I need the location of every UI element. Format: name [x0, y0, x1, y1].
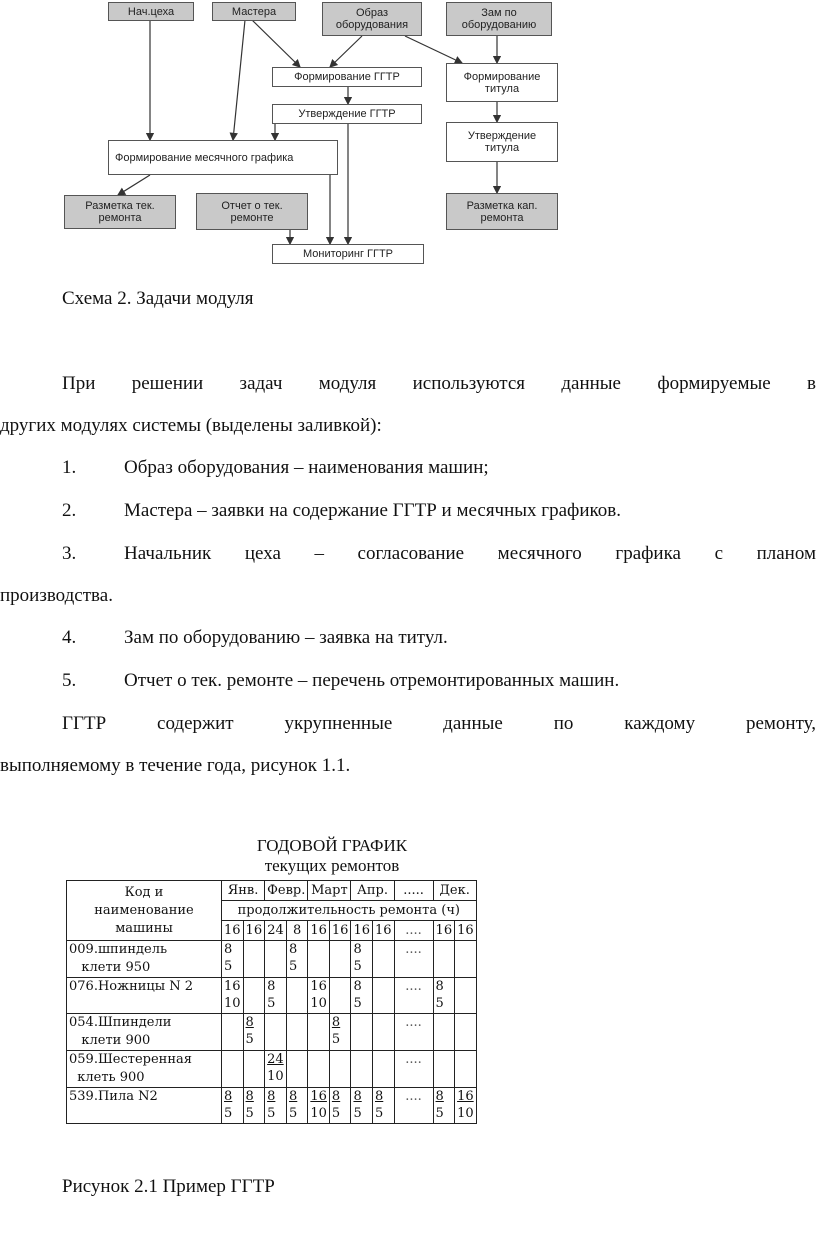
header-code-name: Код и наименование машины — [67, 881, 222, 941]
repair-fraction — [436, 978, 444, 1012]
node-form-mes-grafika: Формирование месячного графика — [108, 140, 338, 175]
list-item-text: Зам по оборудованию – заявка на титул. — [124, 627, 448, 648]
table-cell — [433, 1051, 455, 1088]
repair-fraction — [375, 1088, 383, 1122]
node-razmetka-tek: Разметка тек. ремонта — [64, 195, 176, 229]
table-cell — [243, 1014, 265, 1051]
repair-fraction — [436, 1088, 444, 1122]
header-month: Дек. — [433, 881, 476, 901]
figure-caption: Рисунок 2.1 Пример ГГТР — [62, 1176, 275, 1197]
node-nach-ceha: Нач.цеха — [108, 2, 194, 21]
table-row — [67, 978, 477, 1014]
header-hours: 8 — [287, 921, 308, 941]
header-hours: 16 — [243, 921, 265, 941]
repair-fraction — [246, 1014, 254, 1048]
header-month: Февр. — [265, 881, 308, 901]
table-cell — [455, 941, 477, 978]
repair-fraction — [224, 978, 241, 1012]
machine-name: 054.Шпиндели клети 900 — [67, 1014, 222, 1051]
fraction-top: 8 — [289, 1089, 298, 1104]
machine-name: 539.Пила N2 — [67, 1088, 222, 1124]
table-cell — [265, 1051, 287, 1088]
table-cell — [329, 1088, 351, 1124]
fraction-top: 8 — [245, 1089, 254, 1104]
table-cell — [265, 1014, 287, 1051]
repair-fraction — [332, 1014, 340, 1048]
table-cell — [222, 1088, 244, 1124]
table-cell — [308, 1014, 330, 1051]
node-form-ggtr: Формирование ГГТР — [272, 67, 422, 87]
list-item-number: 1. — [62, 457, 77, 478]
table-cell — [287, 1051, 308, 1088]
machine-name: 009.шпиндель клети 950 — [67, 941, 222, 978]
header-hours: 16 — [455, 921, 477, 941]
node-utv-ggtr: Утверждение ГГТР — [272, 104, 422, 124]
table-cell: .... — [394, 978, 433, 1014]
table-cell — [433, 941, 455, 978]
repair-fraction — [267, 978, 275, 1012]
table-cell — [287, 1088, 308, 1124]
table-cell — [373, 941, 395, 978]
fraction-top: 16 — [457, 1089, 474, 1104]
annual-repair-schedule-table — [66, 880, 477, 1124]
fraction-top: 8 — [289, 942, 298, 957]
table-cell — [243, 941, 265, 978]
repair-fraction — [267, 1051, 284, 1085]
header-hours: .... — [394, 921, 433, 941]
fraction-top: 8 — [224, 1089, 233, 1104]
table-cell — [351, 1051, 373, 1088]
table-cell — [433, 978, 455, 1014]
fraction-top: 8 — [353, 979, 362, 994]
fraction-bottom: 10 — [310, 996, 327, 1011]
fraction-top: 8 — [267, 1089, 276, 1104]
table-cell — [351, 1088, 373, 1124]
table-cell — [329, 978, 351, 1014]
fraction-top: 8 — [331, 1015, 341, 1030]
table-cell — [455, 978, 477, 1014]
fraction-bottom: 5 — [267, 1106, 276, 1121]
table-cell — [222, 978, 244, 1014]
header-duration: продолжительность ремонта (ч) — [222, 901, 477, 921]
list-item-text: Мастера – заявки на содержание ГГТР и месячных графиков. — [124, 500, 621, 521]
table-cell — [243, 1088, 265, 1124]
fraction-top: 8 — [224, 942, 233, 957]
node-obraz-oborudovaniya: Образ оборудования — [322, 2, 422, 36]
table-cell — [222, 1014, 244, 1051]
fraction-bottom: 10 — [267, 1069, 284, 1084]
edge-mastera-to-form-ggtr — [252, 20, 300, 67]
fraction-bottom: 5 — [435, 996, 444, 1011]
header-hours: 16 — [222, 921, 244, 941]
table-header-row — [67, 881, 477, 901]
table-cell — [351, 941, 373, 978]
table-cell — [329, 941, 351, 978]
table-cell — [373, 1051, 395, 1088]
header-month: Апр. — [351, 881, 394, 901]
machine-name: 076.Ножницы N 2 — [67, 978, 222, 1014]
fraction-top: 8 — [353, 942, 362, 957]
fraction-top: 16 — [310, 979, 327, 994]
table-cell — [329, 1051, 351, 1088]
table-cell — [433, 1014, 455, 1051]
repair-fraction — [353, 978, 361, 1012]
table-cell — [351, 1014, 373, 1051]
header-hours: 16 — [433, 921, 455, 941]
repair-fraction — [457, 1088, 474, 1122]
table-cell — [222, 1051, 244, 1088]
module-tasks-diagram — [0, 0, 816, 275]
fraction-top: 8 — [353, 1089, 362, 1104]
repair-fraction — [353, 941, 361, 975]
fraction-bottom: 10 — [310, 1106, 327, 1121]
table-cell — [287, 941, 308, 978]
fraction-bottom: 10 — [224, 996, 241, 1011]
machine-name: 059.Шестеренная клеть 900 — [67, 1051, 222, 1088]
table-cell — [265, 1088, 287, 1124]
fraction-bottom: 5 — [353, 996, 362, 1011]
node-mastera: Мастера — [212, 2, 296, 21]
header-hours: 16 — [308, 921, 330, 941]
repair-fraction — [310, 978, 327, 1012]
fraction-bottom: 5 — [331, 1032, 341, 1047]
table-cell — [243, 978, 265, 1014]
edge-mastera-to-form-mes — [233, 20, 245, 140]
fraction-bottom: 5 — [375, 1106, 384, 1121]
fraction-bottom: 5 — [353, 959, 362, 974]
table-cell — [222, 941, 244, 978]
fraction-bottom: 10 — [457, 1106, 474, 1121]
list-item-number: 5. — [62, 670, 77, 691]
paragraph-2-line-2: выполняемому в течение года, рисунок 1.1. — [0, 755, 351, 776]
diagram-connectors — [0, 0, 816, 275]
list-item-4 — [62, 624, 448, 652]
list-item-2 — [62, 497, 621, 525]
list-item-3 — [62, 540, 816, 568]
table-cell — [287, 978, 308, 1014]
node-zam-po-oborudovaniyu: Зам по оборудованию — [446, 2, 552, 36]
header-month: ..... — [394, 881, 433, 901]
edge-obraz-to-form-ggtr — [330, 36, 362, 67]
list-item-text: Образ оборудования – наименования машин; — [124, 457, 489, 478]
table-cell: .... — [394, 1051, 433, 1088]
fraction-bottom: 5 — [224, 959, 233, 974]
list-item-5 — [62, 667, 619, 695]
list-item-1 — [62, 454, 489, 482]
table-cell — [373, 1088, 395, 1124]
fraction-bottom: 5 — [245, 1106, 254, 1121]
repair-fraction — [289, 941, 297, 975]
node-utv-titula: Утверждение титула — [446, 122, 558, 162]
edge-form-mes-to-razmetka-tek — [118, 175, 150, 195]
fraction-bottom: 5 — [224, 1106, 233, 1121]
table-cell — [243, 1051, 265, 1088]
node-razmetka-kap: Разметка кап. ремонта — [446, 193, 558, 230]
repair-fraction — [224, 1088, 232, 1122]
table-title: ГОДОВОЙ ГРАФИК — [256, 836, 408, 855]
repair-fraction — [267, 1088, 275, 1122]
table-cell — [373, 1014, 395, 1051]
table-cell — [265, 978, 287, 1014]
table-cell: .... — [394, 941, 433, 978]
table-row — [67, 941, 477, 978]
fraction-bottom: 5 — [289, 1106, 298, 1121]
table-cell — [455, 1014, 477, 1051]
list-item-number: 2. — [62, 500, 77, 521]
fraction-top: 16 — [310, 1089, 327, 1104]
header-hours: 16 — [373, 921, 395, 941]
edge-obraz-to-form-titula — [405, 36, 462, 63]
list-item-text: Начальник цеха – согласование месячного графика с планом — [124, 543, 816, 564]
fraction-bottom: 5 — [435, 1106, 444, 1121]
table-row — [67, 1088, 477, 1124]
table-cell — [351, 978, 373, 1014]
header-hours: 16 — [351, 921, 373, 941]
paragraph-1-line-2: других модулях системы (выделены заливкой): — [0, 415, 382, 436]
fraction-bottom: 5 — [245, 1032, 254, 1047]
fraction-top: 8 — [435, 1089, 444, 1104]
fraction-top: 16 — [224, 979, 241, 994]
fraction-top: 8 — [267, 979, 276, 994]
list-item-3-continuation: производства. — [0, 585, 113, 606]
node-monitoring-ggtr: Мониторинг ГГТР — [272, 244, 424, 264]
table-cell — [455, 1088, 477, 1124]
list-item-number: 4. — [62, 627, 77, 648]
table-cell: .... — [394, 1088, 433, 1124]
fraction-bottom: 5 — [289, 959, 298, 974]
fraction-top: 8 — [435, 979, 444, 994]
fraction-top: 8 — [245, 1015, 254, 1030]
table-cell — [455, 1051, 477, 1088]
header-month: Март — [308, 881, 351, 901]
repair-fraction — [246, 1088, 254, 1122]
table-cell — [433, 1088, 455, 1124]
repair-fraction — [310, 1088, 327, 1122]
fraction-top: 8 — [331, 1089, 341, 1104]
table-cell — [308, 941, 330, 978]
table-cell — [329, 1014, 351, 1051]
table-cell — [308, 1051, 330, 1088]
header-hours: 24 — [265, 921, 287, 941]
table-cell — [373, 978, 395, 1014]
list-item-text: Отчет о тек. ремонте – перечень отремонтированных машин. — [124, 670, 620, 691]
table-row — [67, 1014, 477, 1051]
repair-fraction — [224, 941, 232, 975]
scheme-caption: Схема 2. Задачи модуля — [62, 288, 254, 309]
table-row — [67, 1051, 477, 1088]
paragraph-1-line-1: При решении задач модуля используются данные формируемые в — [62, 373, 816, 394]
table-cell — [287, 1014, 308, 1051]
fraction-bottom: 5 — [353, 1106, 362, 1121]
fraction-top: 8 — [375, 1089, 384, 1104]
header-hours: 16 — [329, 921, 351, 941]
table-cell — [308, 978, 330, 1014]
fraction-bottom: 5 — [331, 1106, 341, 1121]
repair-fraction — [289, 1088, 297, 1122]
paragraph-2-line-1: ГГТР содержит укрупненные данные по каждому ремонту, — [62, 713, 816, 734]
table-cell — [308, 1088, 330, 1124]
node-otchet-tek-remont: Отчет о тек. ремонте — [196, 193, 308, 230]
header-month: Янв. — [222, 881, 265, 901]
repair-fraction — [353, 1088, 361, 1122]
table-subtitle: текущих ремонтов — [264, 856, 400, 875]
repair-fraction — [332, 1088, 340, 1122]
table-cell: .... — [394, 1014, 433, 1051]
node-form-titula: Формирование титула — [446, 63, 558, 102]
fraction-top: 24 — [267, 1052, 284, 1067]
fraction-bottom: 5 — [267, 996, 276, 1011]
table-cell — [265, 941, 287, 978]
list-item-number: 3. — [62, 543, 77, 564]
